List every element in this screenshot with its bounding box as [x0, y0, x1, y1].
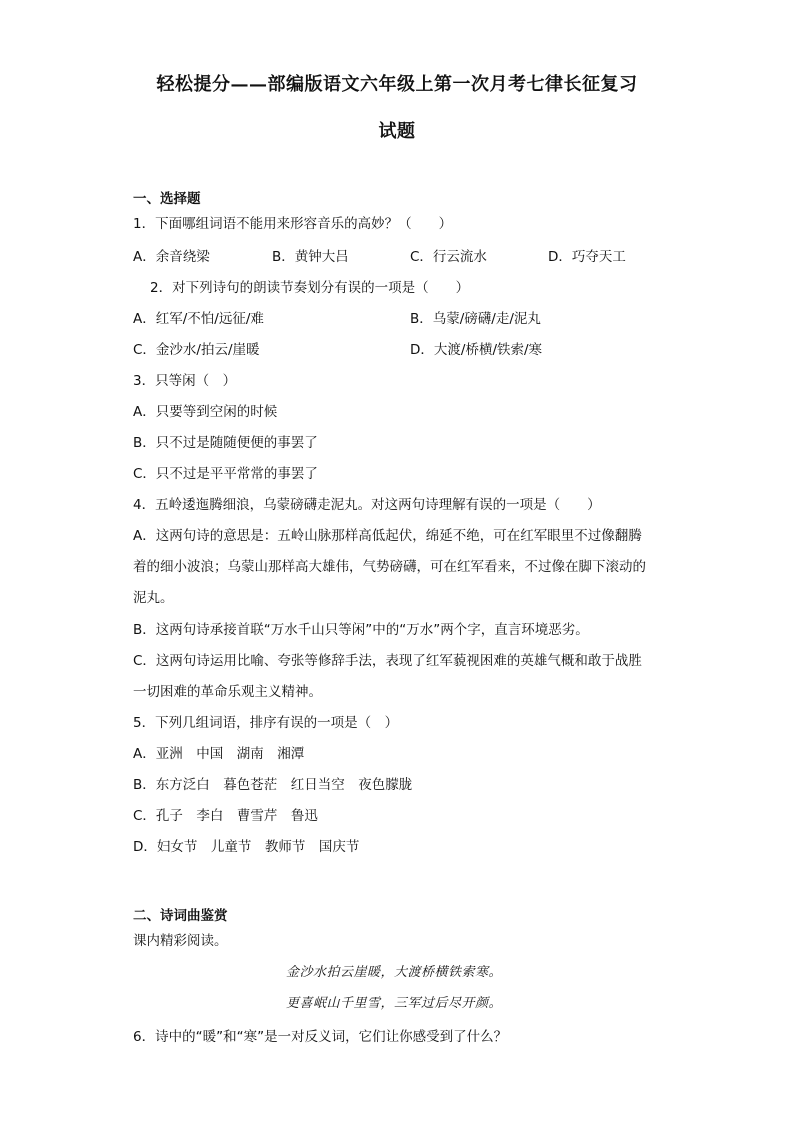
- document-title-line1: 轻松提分——部编版语文六年级上第一次月考七律长征复习: [156, 74, 638, 95]
- section1-heading: 一、选择题: [133, 191, 201, 207]
- q5-option-b: B．东方泛白 暮色苍茫 红日当空 夜色朦胧: [133, 777, 413, 793]
- q5-option-d: D．妇女节 儿童节 教师节 国庆节: [133, 839, 360, 855]
- poem-line2: 更喜岷山千里雪，三军过后尽开颜。: [286, 996, 503, 1011]
- document-title-line2: 试题: [378, 121, 416, 142]
- q1-option-a: A．余音绕梁: [133, 249, 210, 265]
- q4-option-a-line2: 着的细小波浪；乌蒙山那样高大雄伟，气势磅礴，可在红军看来，不过像在脚下滚动的: [133, 559, 646, 575]
- q4-option-a-line1: A．这两句诗的意思是：五岭山脉那样高低起伏，绵延不绝，可在红军眼里不过像翻腾: [133, 528, 642, 544]
- q4-stem: 4．五岭逶迤腾细浪，乌蒙磅礴走泥丸。对这两句诗理解有误的一项是（ ）: [133, 497, 601, 513]
- q6-stem: 6．诗中的“暖”和“寒”是一对反义词，它们让你感受到了什么？: [133, 1029, 508, 1045]
- q5-option-c: C．孔子 李白 曹雪芹 鲁迅: [133, 808, 318, 824]
- q1-option-c: C．行云流水: [410, 249, 487, 265]
- q2-option-a: A．红军/不怕/远征/难: [133, 311, 264, 327]
- q1-option-b: B．黄钟大吕: [272, 249, 349, 265]
- q3-option-c: C．只不过是平平常常的事罢了: [133, 466, 318, 482]
- q5-stem: 5．下列几组词语，排序有误的一项是（ ）: [133, 715, 399, 731]
- q1-option-d: D．巧夺天工: [548, 249, 626, 265]
- q3-option-a: A．只要等到空闲的时候: [133, 404, 278, 420]
- poem-line1: 金沙水拍云崖暖，大渡桥横铁索寒。: [286, 965, 503, 980]
- q5-option-a: A．亚洲 中国 湖南 湘潭: [133, 746, 305, 762]
- q4-option-c-line2: 一切困难的革命乐观主义精神。: [133, 684, 322, 700]
- q1-stem: 1．下面哪组词语不能用来形容音乐的高妙？（ ）: [133, 216, 453, 232]
- q3-stem: 3．只等闲（ ）: [133, 373, 237, 389]
- section2-heading: 二、诗词曲鉴赏: [133, 908, 228, 924]
- q4-option-a-line3: 泥丸。: [133, 590, 174, 606]
- q2-option-b: B．乌蒙/磅礴/走/泥丸: [410, 311, 541, 327]
- q4-option-b: B．这两句诗承接首联“万水千山只等闲”中的“万水”两个字，直言环境恶劣。: [133, 622, 589, 638]
- q2-option-c: C．金沙水/拍云/崖暖: [133, 342, 260, 358]
- q3-option-b: B．只不过是随随便便的事罢了: [133, 435, 318, 451]
- q2-stem: 2．对下列诗句的朗读节奏划分有误的一项是（ ）: [150, 280, 470, 296]
- section2-intro: 课内精彩阅读。: [133, 933, 228, 949]
- q4-option-c-line1: C．这两句诗运用比喻、夸张等修辞手法，表现了红军藐视困难的英雄气概和敢于战胜: [133, 653, 642, 669]
- q2-option-d: D．大渡/桥横/铁索/寒: [410, 342, 543, 358]
